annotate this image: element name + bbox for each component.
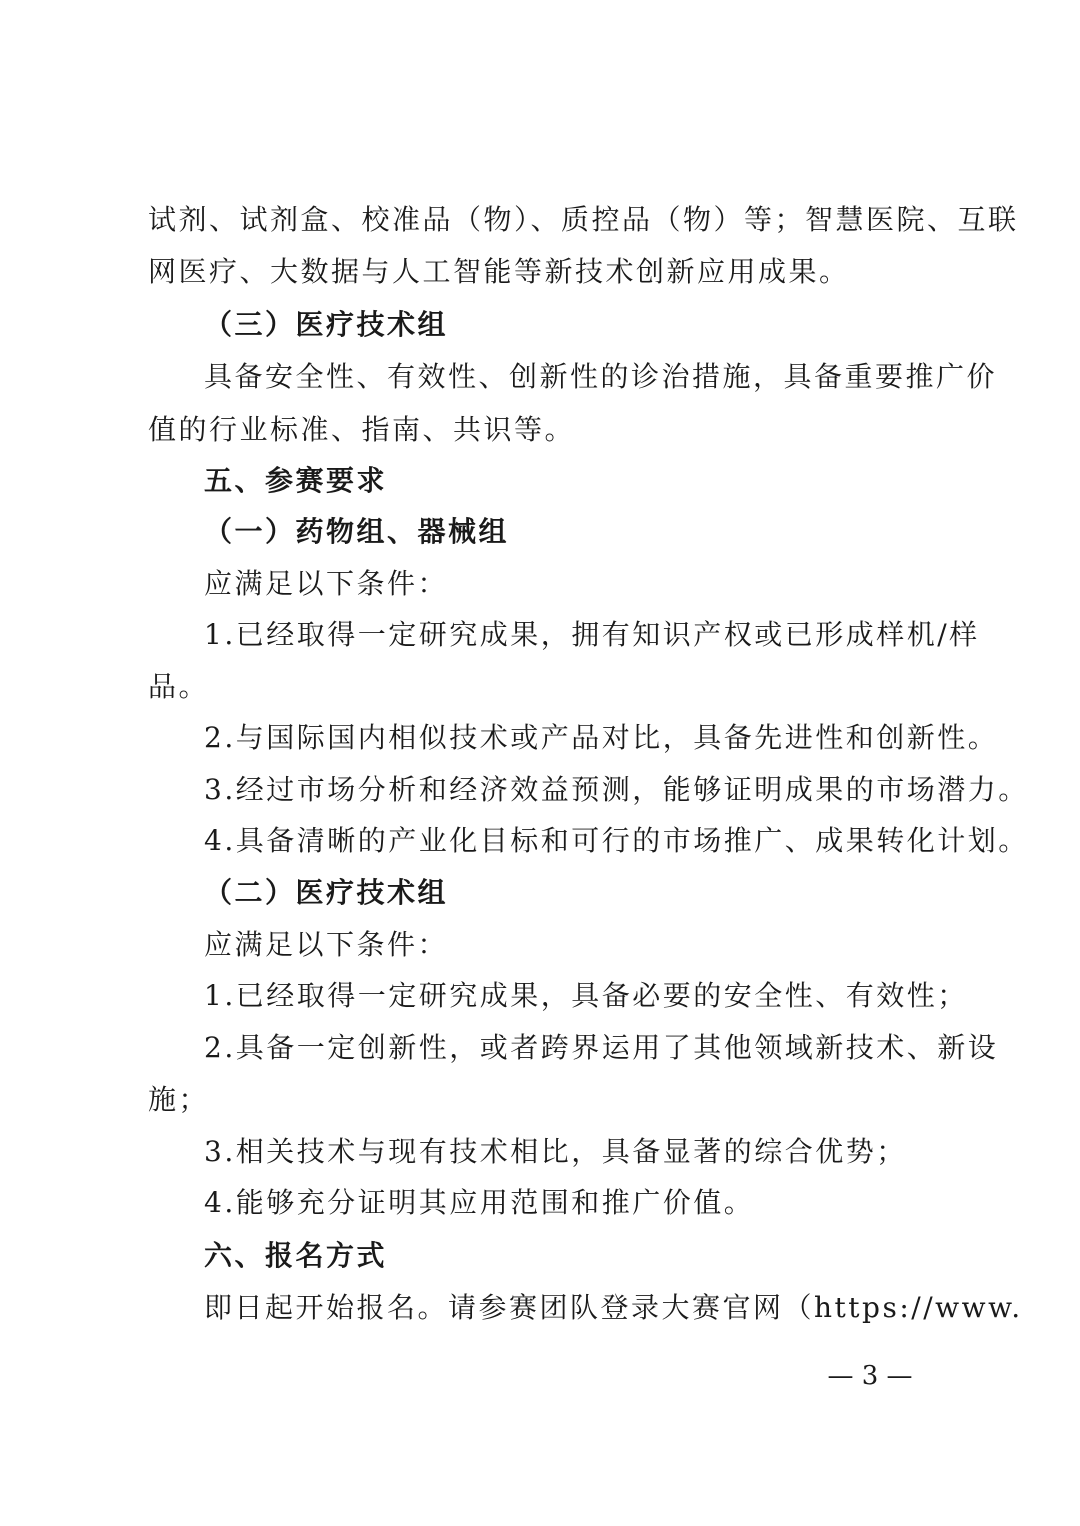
text-line: 值的行业标准、指南、共识等。 xyxy=(148,413,576,446)
list-item: 4.能够充分证明其应用范围和推广价值。 xyxy=(204,1186,755,1219)
text-line: 施； xyxy=(148,1083,210,1116)
list-item: 3.经过市场分析和经济效益预测，能够证明成果的市场潜力。 xyxy=(204,773,1029,806)
text-line: 应满足以下条件： xyxy=(204,928,449,961)
page-number: — 3 — xyxy=(827,1361,913,1391)
text-line: 具备安全性、有效性、创新性的诊治措施，具备重要推广价 xyxy=(204,360,998,393)
text-line: 应满足以下条件： xyxy=(204,567,449,600)
list-item: 1.已经取得一定研究成果，具备必要的安全性、有效性； xyxy=(204,979,968,1012)
section-heading: 六、报名方式 xyxy=(204,1239,388,1272)
section-heading: 五、参赛要求 xyxy=(204,464,388,497)
list-item: 2.与国际国内相似技术或产品对比，具备先进性和创新性。 xyxy=(204,721,999,754)
subsection-heading: （三）医疗技术组 xyxy=(204,308,449,341)
list-item: 1.已经取得一定研究成果，拥有知识产权或已形成样机/样 xyxy=(204,618,980,651)
list-item: 3.相关技术与现有技术相比，具备显著的综合优势； xyxy=(204,1135,907,1168)
text-line: 品。 xyxy=(148,670,210,703)
text-line: 试剂、试剂盒、校准品（物）、质控品（物）等；智慧医院、互联 xyxy=(148,203,1019,236)
list-item: 2.具备一定创新性，或者跨界运用了其他领域新技术、新设 xyxy=(204,1031,999,1064)
list-item: 4.具备清晰的产业化目标和可行的市场推广、成果转化计划。 xyxy=(204,824,1029,857)
text-line: 即日起开始报名。请参赛团队登录大赛官网（https://www. xyxy=(204,1291,1023,1324)
text-line: 网医疗、大数据与人工智能等新技术创新应用成果。 xyxy=(148,255,850,288)
subsection-heading: （一）药物组、器械组 xyxy=(204,515,510,548)
subsection-heading: （二）医疗技术组 xyxy=(204,876,449,909)
